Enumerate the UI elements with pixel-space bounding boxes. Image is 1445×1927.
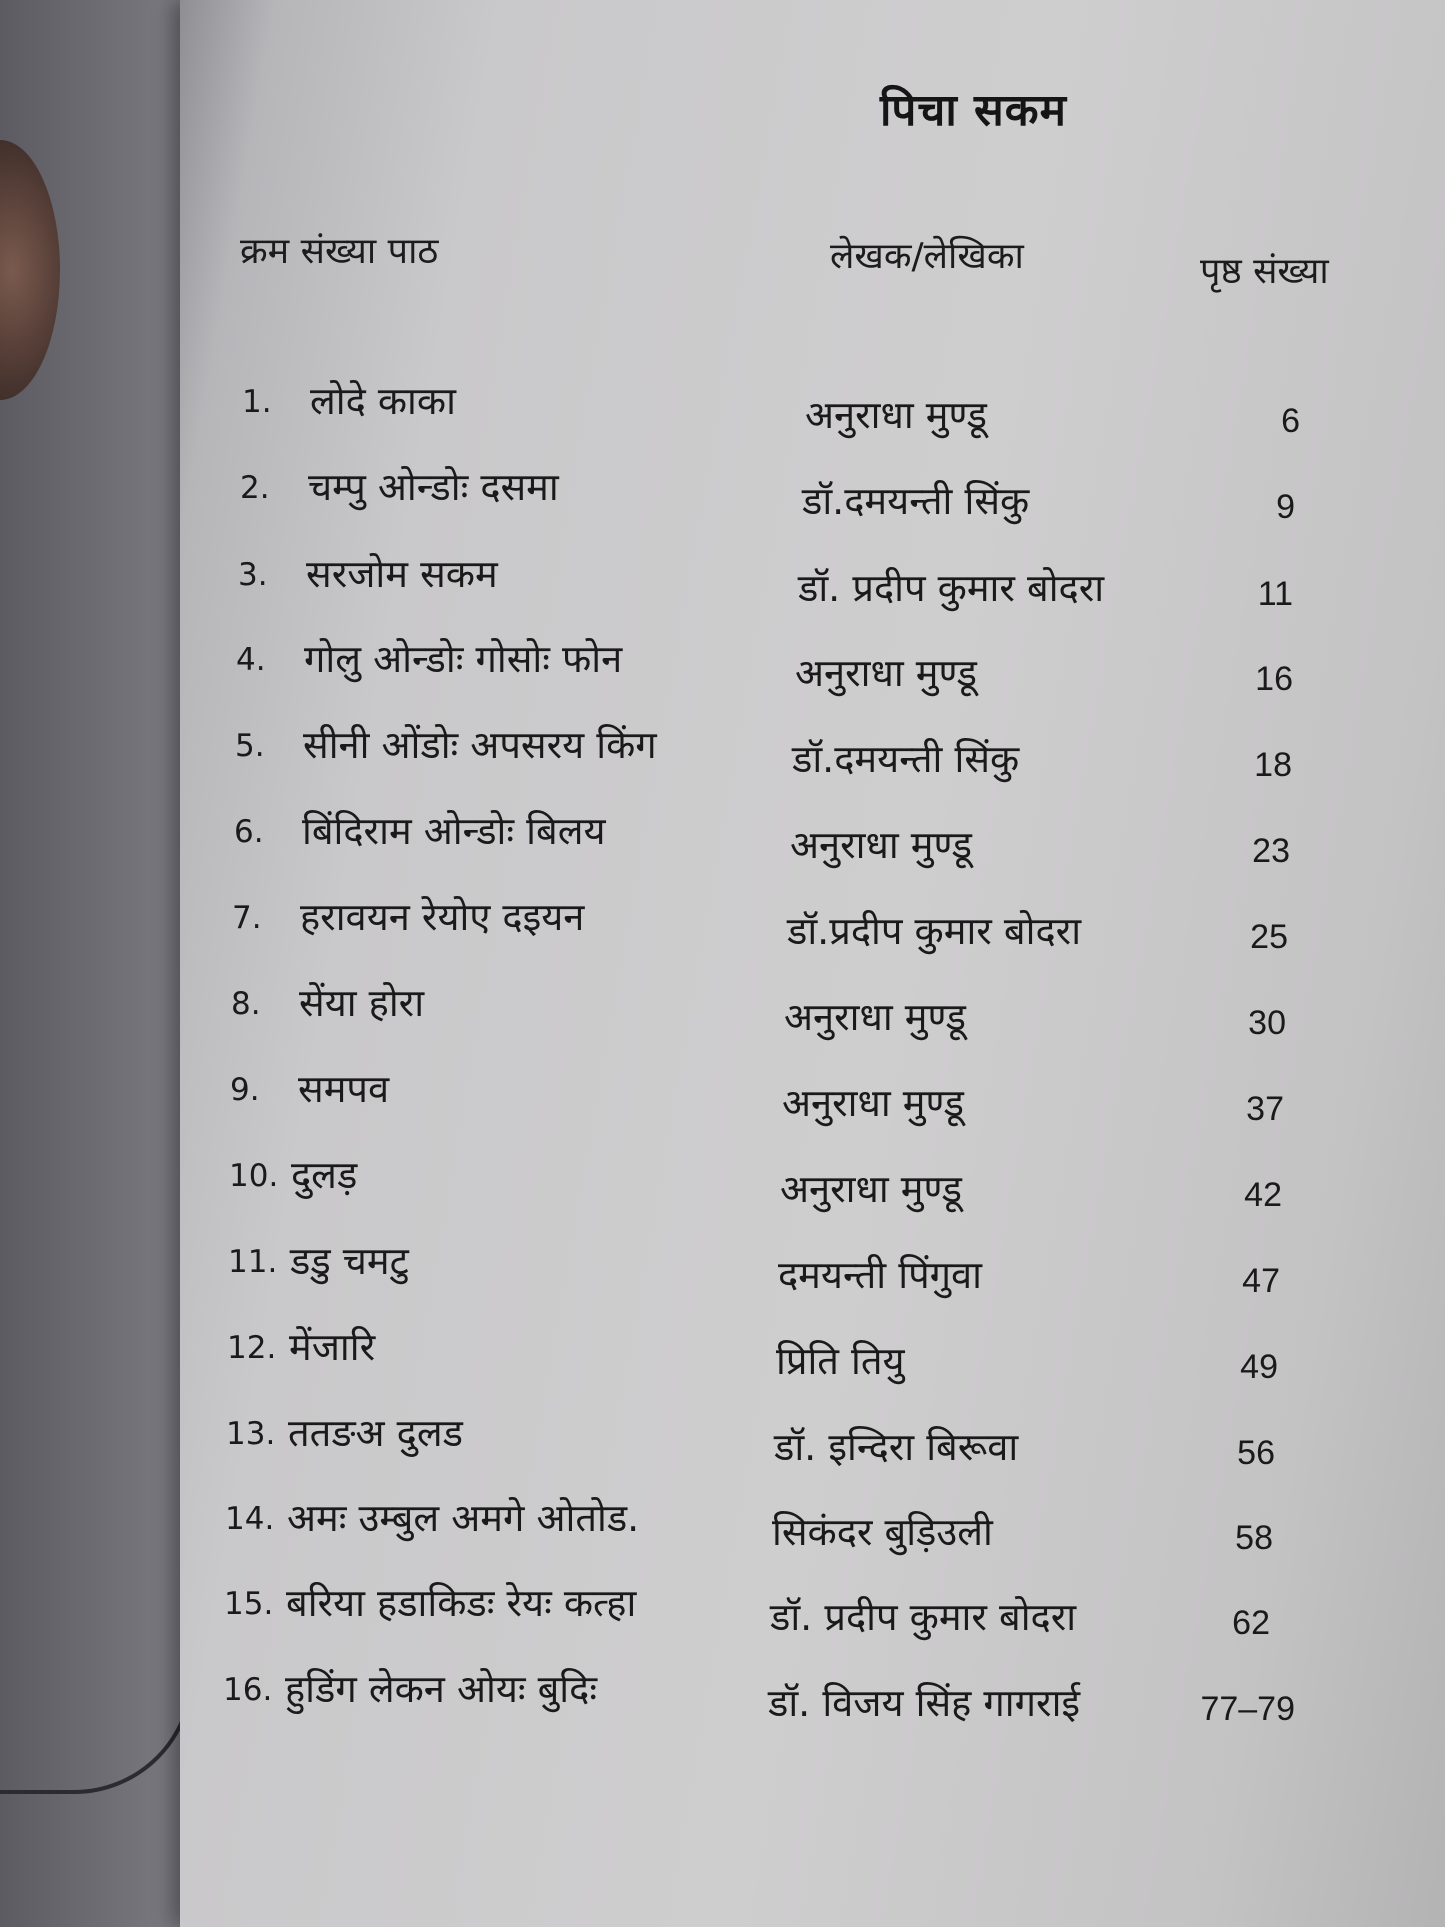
row-author: डॉ.दमयन्ती सिंकु bbox=[792, 737, 1020, 781]
book-page bbox=[180, 0, 1445, 1927]
row-title: दुलड़ bbox=[291, 1153, 358, 1197]
row-number: 14. bbox=[225, 1501, 275, 1537]
row-number: 4. bbox=[236, 642, 266, 678]
row-number: 8. bbox=[231, 986, 261, 1022]
row-number: 10. bbox=[229, 1158, 279, 1194]
row-number: 5. bbox=[235, 728, 265, 764]
row-title: हुडिंग लेकन ओयः बुदिः bbox=[285, 1667, 598, 1711]
row-page-number: 47 bbox=[1242, 1262, 1280, 1300]
row-author: अनुराधा मुण्डू bbox=[805, 393, 987, 437]
header-author: लेखक/लेखिका bbox=[830, 236, 1024, 277]
row-author: दमयन्ती पिंगुवा bbox=[778, 1253, 983, 1297]
row-author: डॉ.दमयन्ती सिंकु bbox=[802, 479, 1030, 523]
row-title: मेंजारि bbox=[289, 1325, 376, 1369]
row-author: अनुराधा मुण्डू bbox=[782, 1081, 964, 1125]
row-number: 2. bbox=[240, 470, 270, 506]
row-page-number: 37 bbox=[1246, 1090, 1284, 1128]
row-page-number: 58 bbox=[1235, 1519, 1273, 1557]
row-title: समपव bbox=[298, 1067, 390, 1111]
row-page-number: 18 bbox=[1254, 746, 1292, 784]
row-page-number: 9 bbox=[1276, 488, 1295, 526]
row-number: 15. bbox=[224, 1586, 274, 1622]
row-title: बिंदिराम ओन्डोः बिलय bbox=[302, 809, 606, 853]
page-title: पिचा सकम bbox=[880, 85, 1067, 136]
row-page-number: 23 bbox=[1252, 832, 1290, 870]
row-number: 9. bbox=[230, 1072, 260, 1108]
row-page-number: 6 bbox=[1281, 402, 1300, 440]
row-title: अमः उम्बुल अमगे ओतोड. bbox=[287, 1496, 640, 1540]
header-serial-lesson: क्रम संख्या पाठ bbox=[240, 231, 439, 272]
row-number: 6. bbox=[234, 814, 264, 850]
row-title: हरावयन रेयोए दइयन bbox=[300, 895, 585, 939]
row-title: लोदे काका bbox=[310, 379, 456, 423]
row-author: डॉ. इन्दिरा बिरूवा bbox=[774, 1425, 1019, 1469]
row-author: डॉ.प्रदीप कुमार बोदरा bbox=[787, 909, 1082, 953]
row-title: डडु चमटु bbox=[290, 1239, 409, 1283]
row-number: 11. bbox=[228, 1244, 278, 1280]
row-author: प्रिति तियु bbox=[776, 1339, 905, 1383]
row-author: सिकंदर बुड़िउली bbox=[772, 1510, 993, 1554]
row-page-number: 77–79 bbox=[1200, 1690, 1295, 1728]
row-page-number: 16 bbox=[1255, 660, 1293, 698]
row-page-number: 56 bbox=[1237, 1434, 1275, 1472]
row-page-number: 25 bbox=[1250, 918, 1288, 956]
row-author: अनुराधा मुण्डू bbox=[790, 823, 972, 867]
row-author: अनुराधा मुण्डू bbox=[784, 995, 966, 1039]
row-page-number: 42 bbox=[1244, 1176, 1282, 1214]
row-number: 16. bbox=[223, 1672, 273, 1708]
row-title: सीनी ओंडोः अपसरय किंग bbox=[303, 723, 657, 767]
row-title: गोलु ओन्डोः गोसोः फोन bbox=[304, 637, 623, 681]
row-page-number: 62 bbox=[1232, 1604, 1270, 1642]
row-page-number: 11 bbox=[1257, 575, 1293, 613]
row-author: अनुराधा मुण्डू bbox=[780, 1167, 962, 1211]
row-page-number: 49 bbox=[1240, 1348, 1278, 1386]
row-number: 12. bbox=[227, 1330, 277, 1366]
row-title: सरजोम सकम bbox=[306, 552, 498, 596]
row-number: 13. bbox=[226, 1416, 276, 1452]
row-title: बरिया हडाकिडः रेयः कत्हा bbox=[286, 1581, 637, 1625]
row-page-number: 30 bbox=[1248, 1004, 1286, 1042]
row-author: डॉ. विजय सिंह गागराई bbox=[768, 1681, 1081, 1725]
row-number: 7. bbox=[232, 900, 262, 936]
row-author: डॉ. प्रदीप कुमार बोदरा bbox=[798, 566, 1105, 610]
row-number: 3. bbox=[238, 557, 268, 593]
row-author: डॉ. प्रदीप कुमार बोदरा bbox=[770, 1595, 1077, 1639]
row-title: ततङअ दुलड bbox=[288, 1411, 463, 1455]
row-title: सेंया होरा bbox=[299, 981, 425, 1025]
row-title: चम्पु ओन्डोः दसमा bbox=[308, 465, 559, 509]
header-page: पृष्ठ संख्या bbox=[1200, 251, 1329, 292]
row-author: अनुराधा मुण्डू bbox=[795, 651, 977, 695]
row-number: 1. bbox=[242, 384, 272, 420]
